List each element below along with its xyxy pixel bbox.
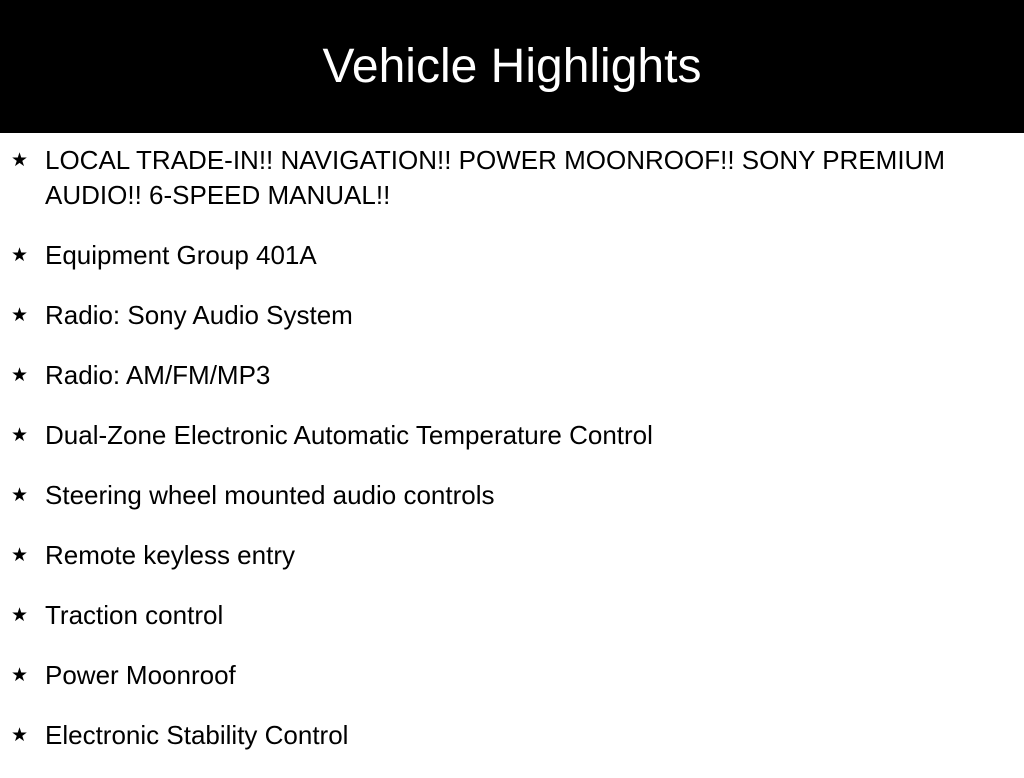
list-item <box>0 143 1024 213</box>
star-icon: ★ <box>11 485 29 506</box>
list-item <box>0 538 1024 573</box>
list-item-text: Steering wheel mounted audio controls <box>45 480 495 510</box>
list-item <box>0 358 1024 393</box>
star-icon: ★ <box>11 305 29 326</box>
list-item-text: Traction control <box>45 600 224 630</box>
list-item <box>0 658 1024 693</box>
list-item <box>0 238 1024 273</box>
list-item <box>0 418 1024 453</box>
page-title: Vehicle Highlights <box>322 40 702 93</box>
list-item-text: Electronic Stability Control <box>45 720 349 750</box>
star-icon: ★ <box>11 545 29 566</box>
list-item-text: Radio: Sony Audio System <box>45 300 353 330</box>
star-icon: ★ <box>11 365 29 386</box>
list-item <box>0 598 1024 633</box>
header-bar <box>0 0 1024 133</box>
list-item-text: Radio: AM/FM/MP3 <box>45 360 271 390</box>
list-item-text: Power Moonroof <box>45 660 236 690</box>
star-icon: ★ <box>11 245 29 266</box>
star-icon: ★ <box>11 665 29 686</box>
star-icon: ★ <box>11 725 29 746</box>
list-item-text: LOCAL TRADE-IN!! NAVIGATION!! POWER MOONROOF!! SONY PREMIUM AUDIO!! 6-SPEED MANUAL!! <box>45 145 945 210</box>
star-icon: ★ <box>11 605 29 626</box>
star-icon: ★ <box>11 150 29 171</box>
list-item <box>0 478 1024 513</box>
list-item <box>0 298 1024 333</box>
list-item <box>0 718 1024 753</box>
list-item-text: Dual-Zone Electronic Automatic Temperature Control <box>45 420 653 450</box>
list-item-text: Remote keyless entry <box>45 540 295 570</box>
list-item-text: Equipment Group 401A <box>45 240 317 270</box>
star-icon: ★ <box>11 425 29 446</box>
highlights-list <box>0 143 1024 778</box>
